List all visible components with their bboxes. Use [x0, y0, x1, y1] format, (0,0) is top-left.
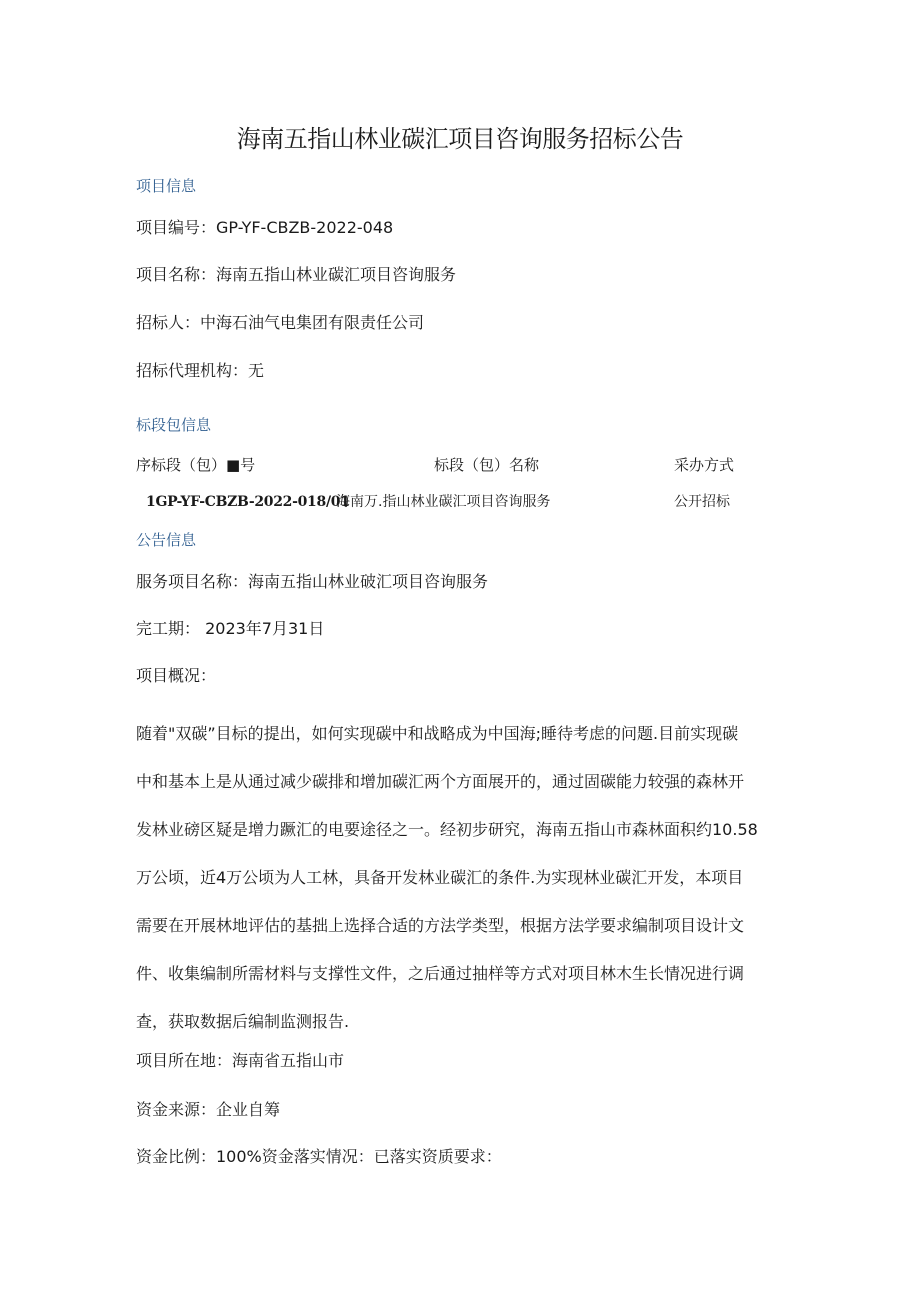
overview-line: 查，获取数据后编制监测报告.: [136, 1012, 350, 1031]
table-header-lot-name: 标段（包）名称: [434, 456, 540, 474]
project-number: 项目编号：GP-YF-CBZB-2022-048: [136, 218, 394, 237]
overview-line: 万公顷，近4万公顷为人工林，具备开发林业碳汇的条件.为实现林业碳汇开发，本项目: [136, 868, 744, 887]
service-project-name: 服务项目名称：海南五指山林业破汇项目咨询服务: [136, 572, 489, 591]
table-cell-method: 公开招标: [674, 494, 730, 510]
table-cell-lot-name: 海南万.指山林业碳汇项目咨询服务: [336, 494, 551, 510]
section-heading-lot-info: 标段包信息: [136, 416, 212, 434]
overview-paragraph: [136, 710, 788, 1046]
fund-source: 资金来源：企业自筹: [136, 1100, 281, 1119]
overview-line: 随着"双碳”目标的提出，如何实现碳中和战略成为中国海;睡待考虑的问题.目前实现碳: [136, 724, 739, 743]
project-name: 项目名称：海南五指山林业碳汇项目咨询服务: [136, 265, 457, 284]
overview-label: 项目概况：: [136, 666, 217, 685]
table-header-method: 采办方式: [674, 456, 735, 474]
section-heading-notice-info: 公告信息: [136, 531, 197, 549]
overview-line: 需要在开展林地评估的基拙上选择合适的方法学类型，根据方法学要求编制项目设计文: [136, 916, 745, 935]
page-title: 海南五指山林业碳汇项目咨询服务招标公告: [236, 125, 684, 153]
completion-date: 完工期： 2023年7月31日: [136, 619, 325, 638]
tenderer: 招标人：中海石油气电集团有限责任公司: [136, 313, 425, 332]
table-header-lot-no: 序标段（包）■号: [136, 456, 256, 474]
overview-line: 中和基本上是从通过减少碳排和增加碳汇两个方面展开的，通过固碳能力较强的森林开: [136, 772, 745, 791]
section-heading-project-info: 项目信息: [136, 177, 197, 195]
overview-line: 发林业磅区疑是增力蹶汇的电要途径之一。经初步研究，海南五指山市森林面积约10.58: [136, 820, 758, 839]
overview-line: 件、收集编制所需材料与支撑性文件，之后通过抽样等方式对项目林木生长情况进行调: [136, 964, 745, 983]
project-location: 项目所在地：海南省五指山市: [136, 1051, 345, 1070]
table-cell-lot-code: 1GP-YF-CBZB-2022-018/01: [146, 494, 350, 510]
fund-ratio: 资金比例：100%资金落实情况：已落实资质要求：: [136, 1147, 502, 1166]
tender-agency: 招标代理机构：无: [136, 361, 265, 380]
